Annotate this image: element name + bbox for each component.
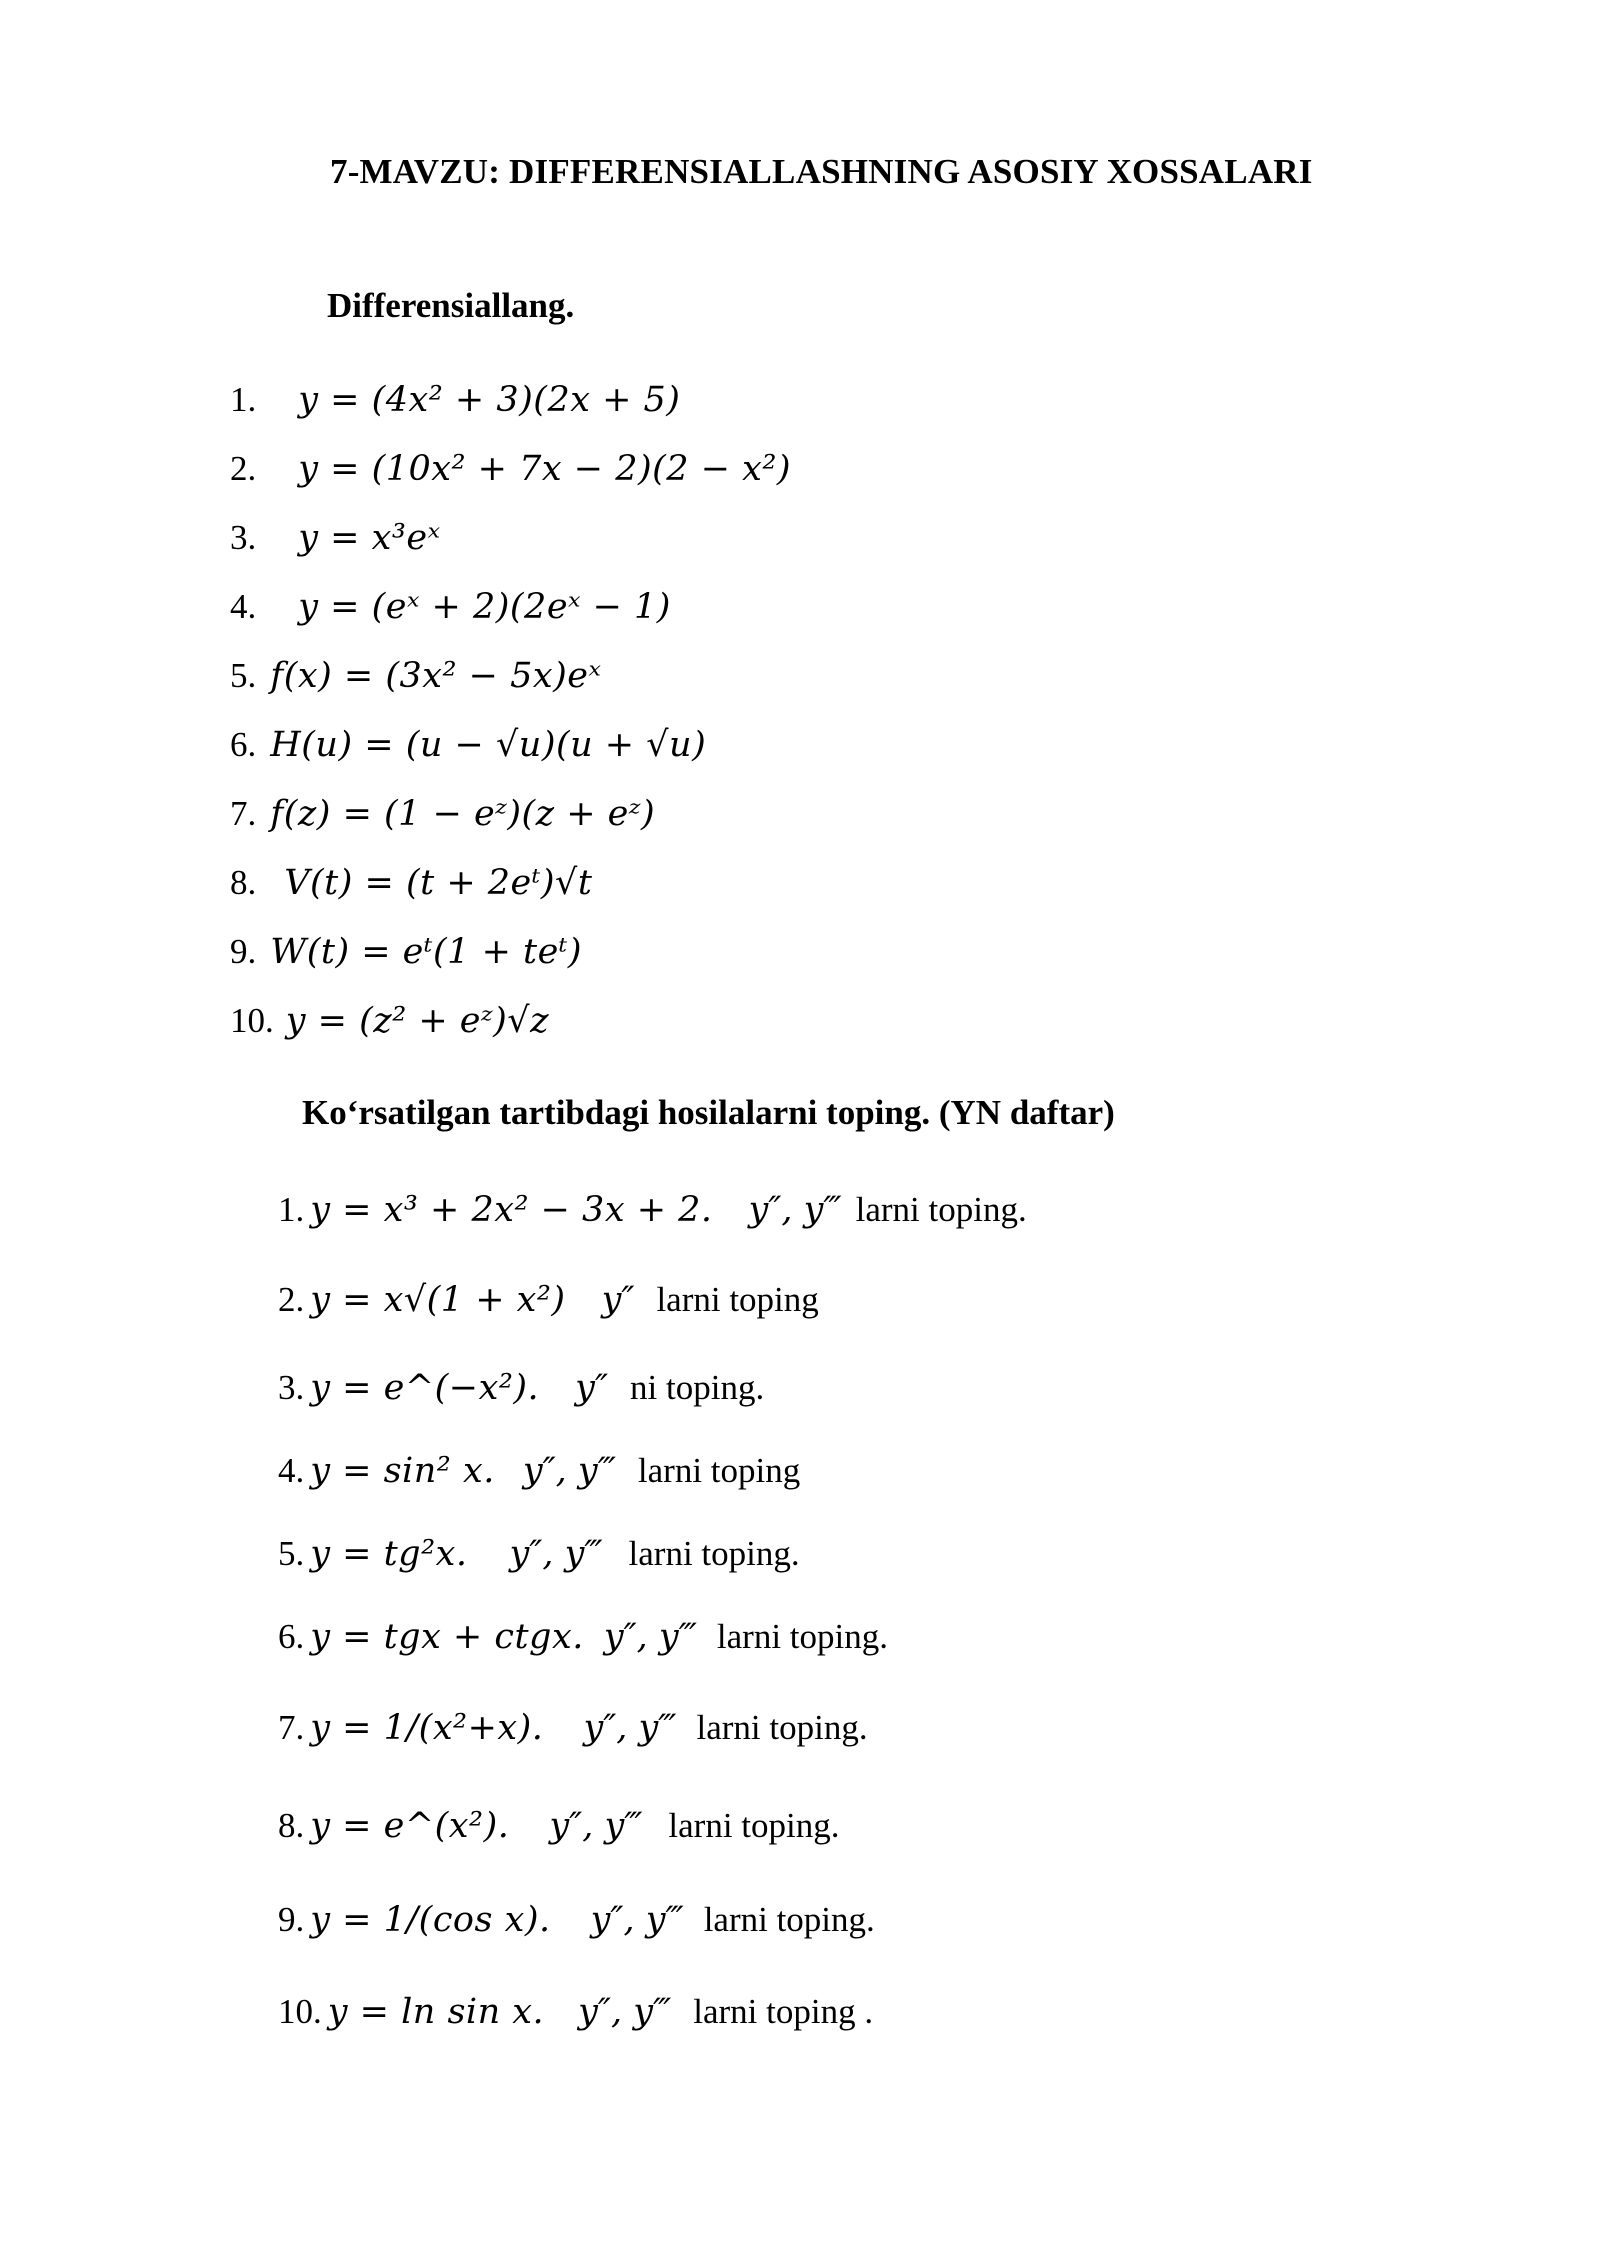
derivative-order: y″, y‴	[522, 1451, 616, 1491]
math-expression: H(u) = (u − √u)(u + √u)	[270, 725, 707, 765]
item-number: 1.	[230, 380, 257, 419]
instruction-text: larni toping.	[668, 1806, 840, 1845]
list-item	[230, 380, 680, 420]
item-number: 9.	[278, 1900, 305, 1939]
section-heading-differentiate: Differensiallang.	[327, 286, 575, 325]
item-number: 5.	[230, 656, 257, 695]
math-expression: f(z) = (1 − eᶻ)(z + eᶻ)	[270, 794, 656, 834]
list-item	[230, 863, 592, 903]
list-item	[278, 1900, 875, 1940]
instruction-text: larni toping	[656, 1280, 819, 1319]
derivative-order: y″, y‴	[549, 1806, 643, 1846]
list-item	[230, 725, 706, 765]
math-expression: y = 1/(x²+x).	[310, 1708, 544, 1748]
item-number: 8.	[278, 1806, 305, 1845]
item-number: 9.	[230, 932, 257, 971]
list-item	[278, 1708, 868, 1748]
math-expression: y = ln sin x.	[327, 1992, 545, 2032]
item-number: 1.	[278, 1190, 305, 1229]
list-item	[278, 1368, 764, 1408]
math-expression: y = (4x² + 3)(2x + 5)	[298, 380, 681, 420]
instruction-text: larni toping.	[716, 1617, 888, 1656]
item-number: 2.	[230, 449, 257, 488]
instruction-text: larni toping .	[693, 1992, 874, 2031]
math-expression: y = (10x² + 7x − 2)(2 − x²)	[298, 449, 792, 489]
derivative-order: y″, y‴	[748, 1190, 842, 1230]
derivative-order: y″	[601, 1280, 635, 1320]
item-number: 6.	[278, 1617, 305, 1656]
derivative-order: y″, y‴	[590, 1900, 684, 1940]
derivative-order: y″, y‴	[603, 1617, 697, 1657]
math-expression: y = x³eˣ	[298, 518, 441, 558]
item-number: 7.	[230, 794, 257, 833]
list-item	[230, 449, 791, 489]
list-item	[278, 1806, 840, 1846]
item-number: 7.	[278, 1708, 305, 1747]
math-expression: V(t) = (t + 2eᵗ)√t	[284, 863, 593, 903]
math-expression: y = e^(x²).	[310, 1806, 510, 1846]
instruction-text: larni toping.	[855, 1190, 1027, 1229]
math-expression: y = 1/(cos x).	[310, 1900, 551, 1940]
instruction-text: larni toping	[637, 1451, 801, 1490]
list-item	[278, 1280, 819, 1320]
instruction-text: larni toping.	[628, 1534, 800, 1573]
item-number: 3.	[278, 1368, 305, 1407]
item-number: 4.	[278, 1451, 305, 1490]
list-item	[230, 518, 441, 558]
math-expression: y = e^(−x²).	[310, 1368, 540, 1408]
item-number: 2.	[278, 1280, 305, 1319]
math-expression: y = tgx + ctgx.	[310, 1617, 584, 1657]
item-number: 10.	[230, 1001, 274, 1040]
list-item	[230, 1001, 549, 1041]
math-expression: W(t) = eᵗ(1 + teᵗ)	[270, 932, 583, 972]
derivative-order: y″, y‴	[578, 1992, 672, 2032]
item-number: 6.	[230, 725, 257, 764]
list-item	[230, 656, 601, 696]
section-heading-derivatives: Ko‘rsatilgan tartibdagi hosilalarni toping. (YN daftar)	[302, 1093, 1115, 1132]
instruction-text: ni toping.	[630, 1368, 765, 1407]
list-item	[278, 1190, 1027, 1230]
math-expression: f(x) = (3x² − 5x)eˣ	[270, 656, 602, 696]
derivative-order: y″	[575, 1368, 609, 1408]
math-expression: y = (eˣ + 2)(2eˣ − 1)	[298, 587, 671, 627]
derivative-order: y″, y‴	[509, 1534, 603, 1574]
math-expression: y = x³ + 2x² − 3x + 2.	[310, 1190, 713, 1230]
list-item	[278, 1451, 800, 1491]
list-item	[230, 587, 671, 627]
math-expression: y = x√(1 + x²)	[310, 1280, 566, 1320]
instruction-text: larni toping.	[696, 1708, 868, 1747]
item-number: 3.	[230, 518, 257, 557]
list-item	[230, 932, 582, 972]
item-number: 5.	[278, 1534, 305, 1573]
instruction-text: larni toping.	[703, 1900, 875, 1939]
item-number: 4.	[230, 587, 257, 626]
derivative-order: y″, y‴	[583, 1708, 677, 1748]
math-expression: y = sin² x.	[310, 1451, 495, 1491]
list-item	[230, 794, 655, 834]
page-title: 7-MAVZU: DIFFERENSIALLASHNING ASOSIY XOSSALARI	[330, 152, 1313, 191]
list-item	[278, 1534, 800, 1574]
list-item	[278, 1617, 888, 1657]
math-expression: y = tg²x.	[310, 1534, 468, 1574]
math-expression: y = (z² + eᶻ)√z	[285, 1001, 550, 1041]
item-number: 8.	[230, 863, 257, 902]
item-number: 10.	[278, 1992, 322, 2031]
list-item	[278, 1992, 873, 2032]
